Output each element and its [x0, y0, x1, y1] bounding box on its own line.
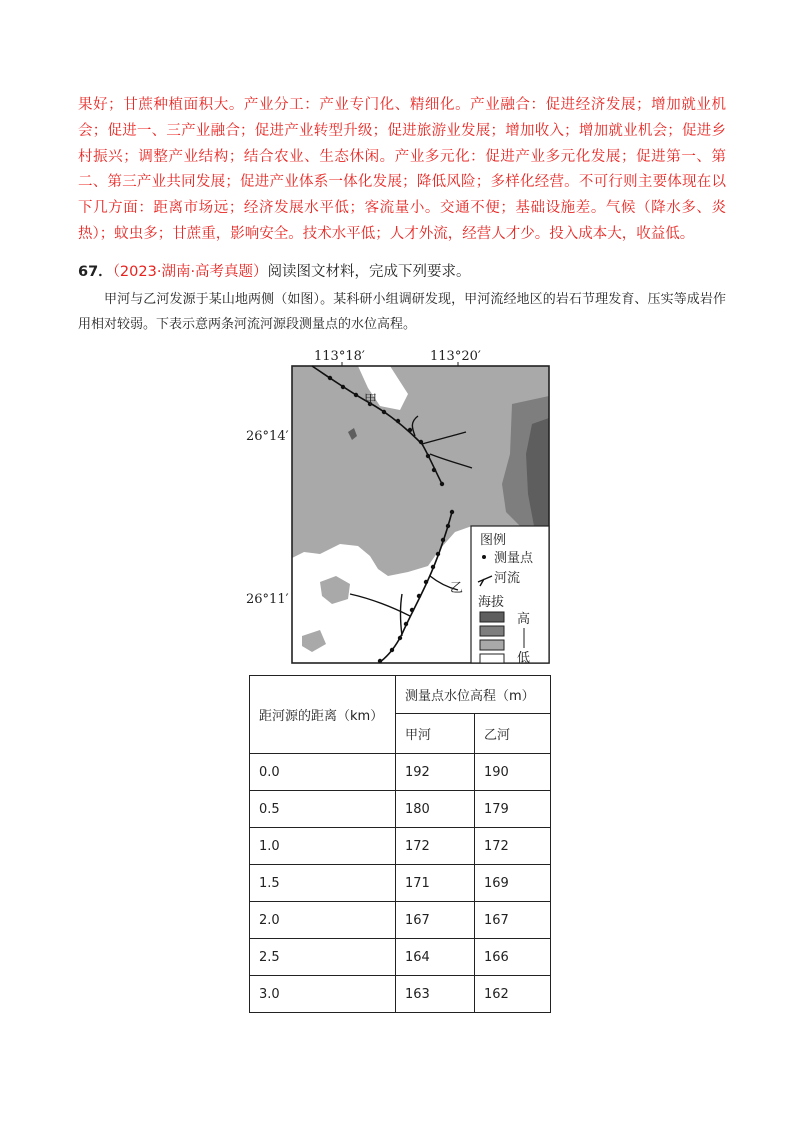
distance-cell: 2.0	[250, 902, 396, 939]
jia-cell: 172	[396, 828, 475, 865]
legend-point-icon	[482, 555, 486, 559]
table-row	[250, 754, 551, 791]
distance-cell: 2.5	[250, 939, 396, 976]
topographic-map	[240, 344, 560, 666]
elevation-header: 测量点水位高程（m）	[396, 676, 551, 714]
yi-cell: 166	[475, 939, 551, 976]
jia-cell: 192	[396, 754, 475, 791]
yi-cell: 162	[475, 976, 551, 1013]
distance-cell: 0.5	[250, 791, 396, 828]
table-row	[250, 902, 551, 939]
lat-label-top: 26°14′	[246, 429, 289, 444]
legend-title: 图例	[480, 533, 507, 548]
table-row	[250, 791, 551, 828]
distance-cell: 0.0	[250, 754, 396, 791]
yi-cell: 167	[475, 902, 551, 939]
legend-high-label: 高	[517, 612, 531, 627]
jia-cell: 167	[396, 902, 475, 939]
answer-text: 果好；甘蔗种植面积大。产业分工：产业专门化、精细化。产业融合：促进经济发展；增加就业机会；促进一、三产业融合；促进产业转型升级；促进旅游业发展；增加收入；增加就业机会；促进乡村振兴；调整产业结构；结合农业、生态休闲。产业多元化：促进产业多元化发展；促进第一、第二、第三产业共同发展；促进产业体系一体化发展；降低风险；多样化经营。不可行则主要体现在以下几方面：距离市场远；经济发展水平低；客流量小。交通不便；基础设施差。气候（降水多、炎热）；蚊虫多；甘蔗重，影响安全。技术水平低；人才外流，经营人才少。投入成本大，收益低。	[78, 97, 726, 242]
legend-swatch-low	[480, 654, 504, 663]
jia-cell: 164	[396, 939, 475, 976]
distance-cell: 1.0	[250, 828, 396, 865]
question-heading	[78, 262, 471, 282]
lon-label-right: 113°20′	[430, 349, 481, 364]
legend-river-label: 河流	[494, 571, 521, 586]
lon-label-left: 113°18′	[314, 349, 365, 364]
legend-point-label: 测量点	[494, 551, 534, 566]
col-jia-header: 甲河	[396, 714, 475, 754]
lat-label-bottom: 26°11′	[246, 592, 289, 607]
yi-cell: 169	[475, 865, 551, 902]
legend-elev-label: 海拔	[478, 595, 505, 610]
legend-swatch-high	[480, 612, 504, 622]
yi-cell: 172	[475, 828, 551, 865]
question-intro: 甲河与乙河发源于某山地两侧（如图）。某科研小组调研发现，甲河流经地区的岩石节理发育、压实等成岩作用相对较弱。下表示意两条河流河源段测量点的水位高程。	[78, 292, 726, 332]
table-row	[250, 976, 551, 1013]
legend-swatch-mid-high	[480, 626, 504, 636]
legend-low-label: 低	[517, 651, 531, 666]
question-number: 67．	[78, 264, 113, 280]
jia-cell: 163	[396, 976, 475, 1013]
jia-cell: 171	[396, 865, 475, 902]
distance-cell: 1.5	[250, 865, 396, 902]
river-jia-label: 甲	[364, 393, 378, 408]
yi-cell: 179	[475, 791, 551, 828]
jia-cell: 180	[396, 791, 475, 828]
river-yi-label: 乙	[450, 581, 464, 596]
elevation-table	[249, 675, 551, 1013]
col-yi-header: 乙河	[475, 714, 551, 754]
distance-header: 距河源的距离（km）	[250, 676, 396, 754]
distance-cell: 3.0	[250, 976, 396, 1013]
table-row	[250, 828, 551, 865]
question-prompt: 阅读图文材料，完成下列要求。	[267, 264, 471, 280]
question-source: （2023·湖南·高考真题）	[112, 264, 268, 280]
table-row	[250, 939, 551, 976]
legend-swatch-mid	[480, 640, 504, 650]
table-row	[250, 865, 551, 902]
yi-cell: 190	[475, 754, 551, 791]
